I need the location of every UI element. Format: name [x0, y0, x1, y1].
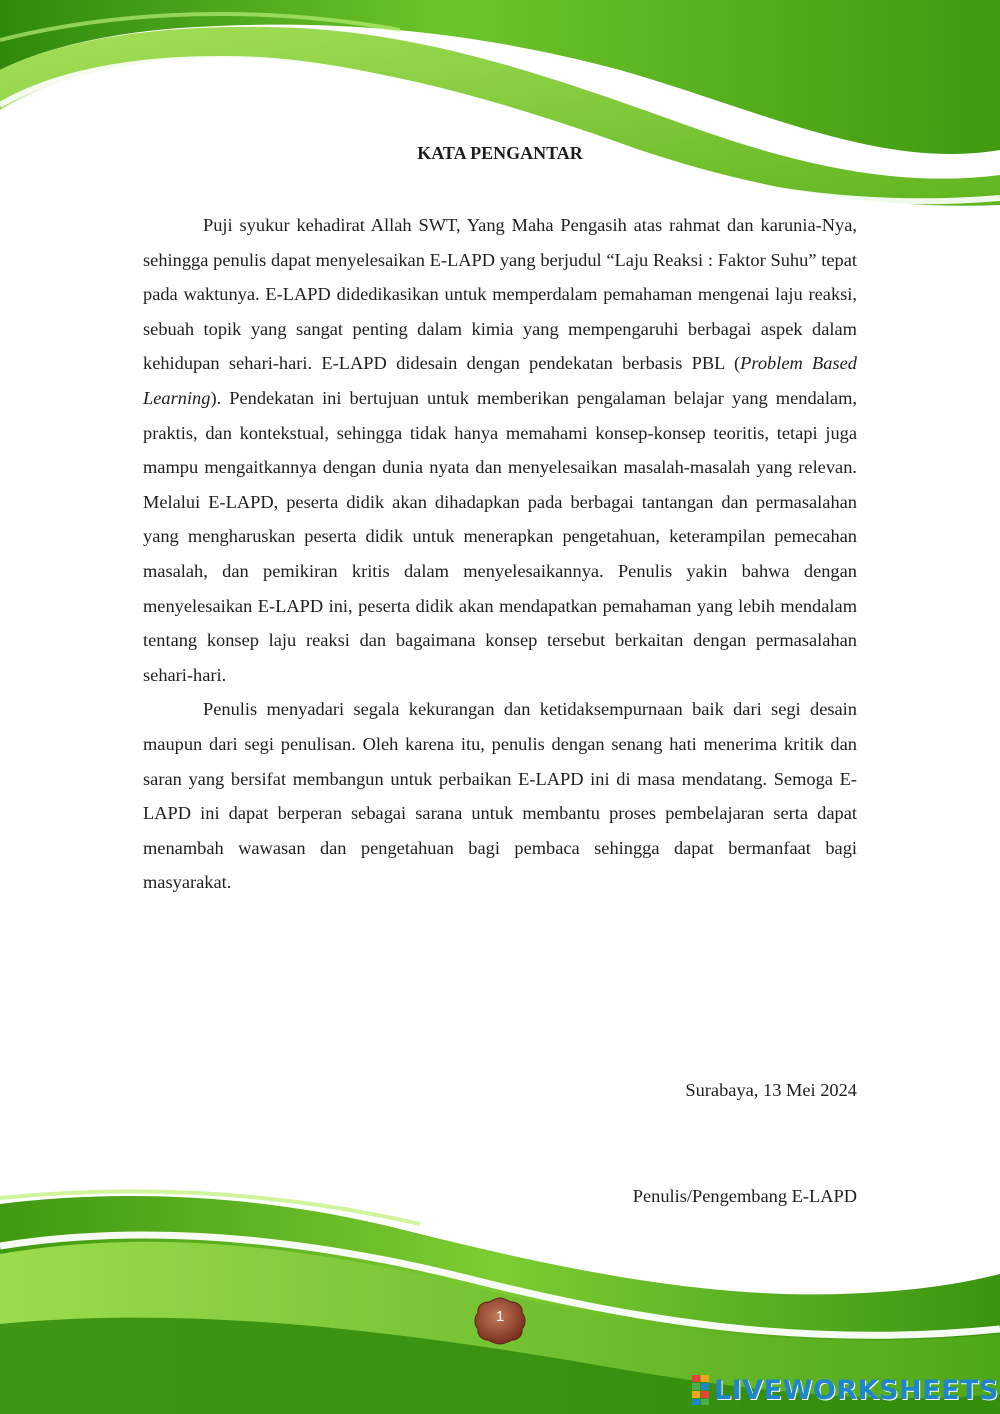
- top-wave-decoration: [0, 0, 1000, 210]
- signature: Penulis/Pengembang E-LAPD: [632, 1186, 857, 1206]
- place-date: Surabaya, 13 Mei 2024: [685, 1080, 857, 1100]
- paragraph-intro-text-1: Puji syukur kehadirat Allah SWT, Yang Maha Pengasih atas rahmat dan karunia-Nya, sehingga penulis dapat menyelesaikan E-LAPD yang berjudul “Laju Reaksi : Faktor Suhu” tepat pada waktunya. E-LAPD didedikasikan untuk memperdalam pemahaman mengenai laju reaksi, sebuah topik yang sangat penting dalam kimia yang mempengaruhi berbagai aspek dalam kehidupan sehari-hari. E-LAPD didesain dengan pendekatan berbasis PBL (: [143, 215, 857, 374]
- paragraph-intro-italic-term: Problem Based Learning: [143, 353, 857, 408]
- document-body: [143, 208, 857, 900]
- paragraph-intro: [143, 208, 857, 692]
- liveworksheets-logo-icon: [692, 1375, 710, 1405]
- page-number: 1: [495, 1308, 505, 1325]
- paragraph-intro-text-2: ). Pendekatan ini bertujuan untuk memberikan pengalaman belajar yang mendalam, praktis, dan kontekstual, sehingga tidak hanya memahami konsep-konsep teoritis, tetapi juga mampu mengaitkannya dengan dunia nyata dan menyelesaikan masalah-masalah yang relevan. Melalui E-LAPD, peserta didik akan dihadapkan pada berbagai tantangan dan permasalahan yang mengharuskan peserta didik untuk menerapkan pengetahuan, keterampilan pemecahan masalah, dan pemikiran kritis dalam menyelesaikannya. Penulis yakin bahwa dengan menyelesaikan E-LAPD ini, peserta didik akan mendapatkan pemahaman yang lebih mendalam tentang konsep laju reaksi dan bagaimana konsep tersebut berkaitan dengan permasalahan sehari-hari.: [143, 387, 857, 685]
- watermark-text: LIVEWORKSHEETS: [714, 1374, 999, 1406]
- page-title: KATA PENGANTAR: [417, 143, 583, 163]
- liveworksheets-watermark: [692, 1370, 999, 1410]
- paragraph-closing: Penulis menyadari segala kekurangan dan ketidaksempurnaan baik dari segi desain maupun dari segi penulisan. Oleh karena itu, penulis dengan senang hati menerima kritik dan saran yang bersifat membangun untuk perbaikan E-LAPD ini di masa mendatang. Semoga E-LAPD ini dapat berperan sebagai sarana untuk membantu proses pembelajaran serta dapat menambah wawasan dan pengetahuan bagi pembaca sehingga dapat bermanfaat bagi masyarakat.: [143, 699, 857, 893]
